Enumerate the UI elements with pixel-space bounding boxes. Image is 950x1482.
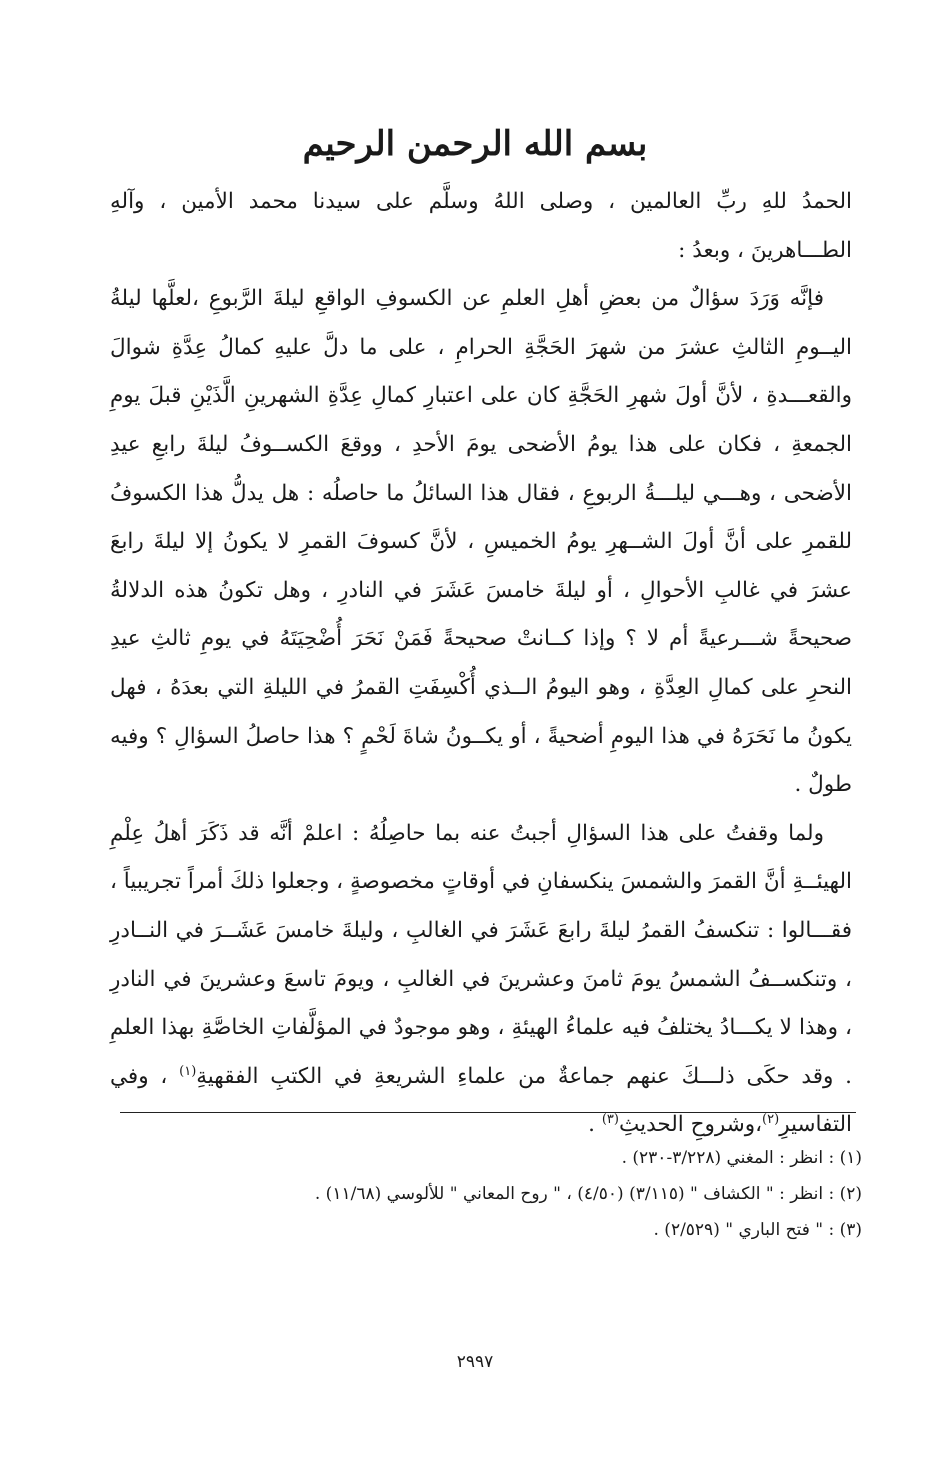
answer-text-mid: ، وفي التفاسيرِ: [110, 1063, 852, 1138]
footnote-3: (٣) : " فتح الباري " (٢/٥٢٩) .: [653, 1220, 862, 1240]
body-text: [110, 178, 852, 1150]
footnotes: [110, 1140, 862, 1248]
answer-text-end: ،وشروحِ الحديثِ: [618, 1112, 763, 1138]
footnote-1: (١) : انظر : المغني (٣/٢٢٨-٢٣٠) .: [621, 1148, 862, 1168]
footnote-ref-1: (١): [179, 1063, 197, 1079]
footnote-2: (٢) : انظر : " الكشاف " (٣/١١٥) (٤/٥٠) ، " روح المعاني " للألوسي (١١/٦٨) .: [314, 1184, 862, 1204]
footnote-divider: [120, 1112, 856, 1113]
page-number: ٢٩٩٧: [456, 1352, 494, 1372]
footnote-ref-3: (٣): [601, 1112, 619, 1128]
basmala-title: بسم الله الرحمن الرحيم: [302, 124, 648, 164]
question-paragraph: فإنَّه وَرَدَ سؤالٌ من بعضِ أهلِ العلمِ عن الكسوفِ الواقعِ ليلةَ الرَّبوعِ ،لعلَّها ليلةُ اليــومِ الثالثِ عشرَ من شهرَ الحَجَّةِ الحرامِ ، على ما دلَّ عليهِ كمالُ عِدَّةِ شوالَ والقعـــدةِ ، لأنَّ أولَ شهرِ الحَجَّةِ كان على اعتبارِ كمالِ عِدَّةِ الشهرينِ الَّذَيْنِ قبلَ يومِ الجمعةِ ، فكان على هذا يومُ الأضحى يومَ الأحدِ ، ووقعَ الكســوفُ ليلةَ رابعِ عيدِ الأضحى ، وهـــي ليلـــةُ الربوعِ ، فقال هذا السائلُ ما حاصلُه : هل يدلُّ هذا الكسوفُ للقمرِ على أنَّ أولَ الشــهرِ يومُ الخميسِ ، لأنَّ كسوفَ القمرِ لا يكونُ إلا ليلةَ رابعَ عشرَ في غالبِ الأحوالِ ، أو ليلةَ خامسَ عَشَرَ في النادرِ ، وهل تكونُ هذه الدلالةُ صحيحةً شـــرعيةً أم لا ؟ وإذا كــانتْ صحيحةً فَمَنْ نَحَرَ أُضْحِيَتَهُ في يومِ ثالثِ عيدِ النحرِ على كمالِ العِدَّةِ ، وهو اليومُ الــذي أُكْسِفَتِ القمرُ في الليلةِ التي بعدَهُ ، فهل يكونُ ما نَحَرَهُ في هذا اليومِ أضحيةً ، أو يكــونُ شاةَ لَحْمٍ ؟ هذا حاصلُ السؤالِ ؟ وفيه طولٌ .: [110, 286, 852, 798]
answer-text: ولما وقفتُ على هذا السؤالِ أجبتُ عنه بما حاصِلُهُ : اعلمْ أنَّه قد ذَكَرَ أهلُ عِلْمِ الهيئــةِ أنَّ القمرَ والشمسَ ينكسفانِ في أوقاتٍ مخصوصةٍ ، وجعلوا ذلكَ أمراً تجريبياً ، فقـــالوا : تنكسفُ القمرُ ليلةَ رابعَ عَشَرَ في الغالبِ ، وليلةَ خامسَ عَشَــرَ في النــادرِ ، وتنكســفُ الشمسُ يومَ ثامنَ وعشرينَ في الغالبِ ، ويومَ تاسعَ وعشرينَ في النادرِ ، وهذا لا يكـــادُ يختلفُ فيه علماءُ الهيئةِ ، وهو موجودٌ في المؤلَّفاتِ الخاصَّةِ بهذا العلمِ . وقد حكَى ذلـــكَ عنهم جماعةٌ من علماءِ الشريعةِ في الكتبِ الفقهيةِ: [110, 820, 852, 1089]
answer-paragraph: [110, 810, 852, 1150]
footnote-ref-2: (٢): [762, 1112, 780, 1128]
answer-period: .: [588, 1112, 602, 1138]
opening-paragraph: الحمدُ للهِ ربِّ العالمين ، وصلى اللهُ وسلَّم على سيدنا محمد الأمين ، وآلهِ الطـــاهرينَ ، وبعدُ :: [110, 189, 852, 263]
